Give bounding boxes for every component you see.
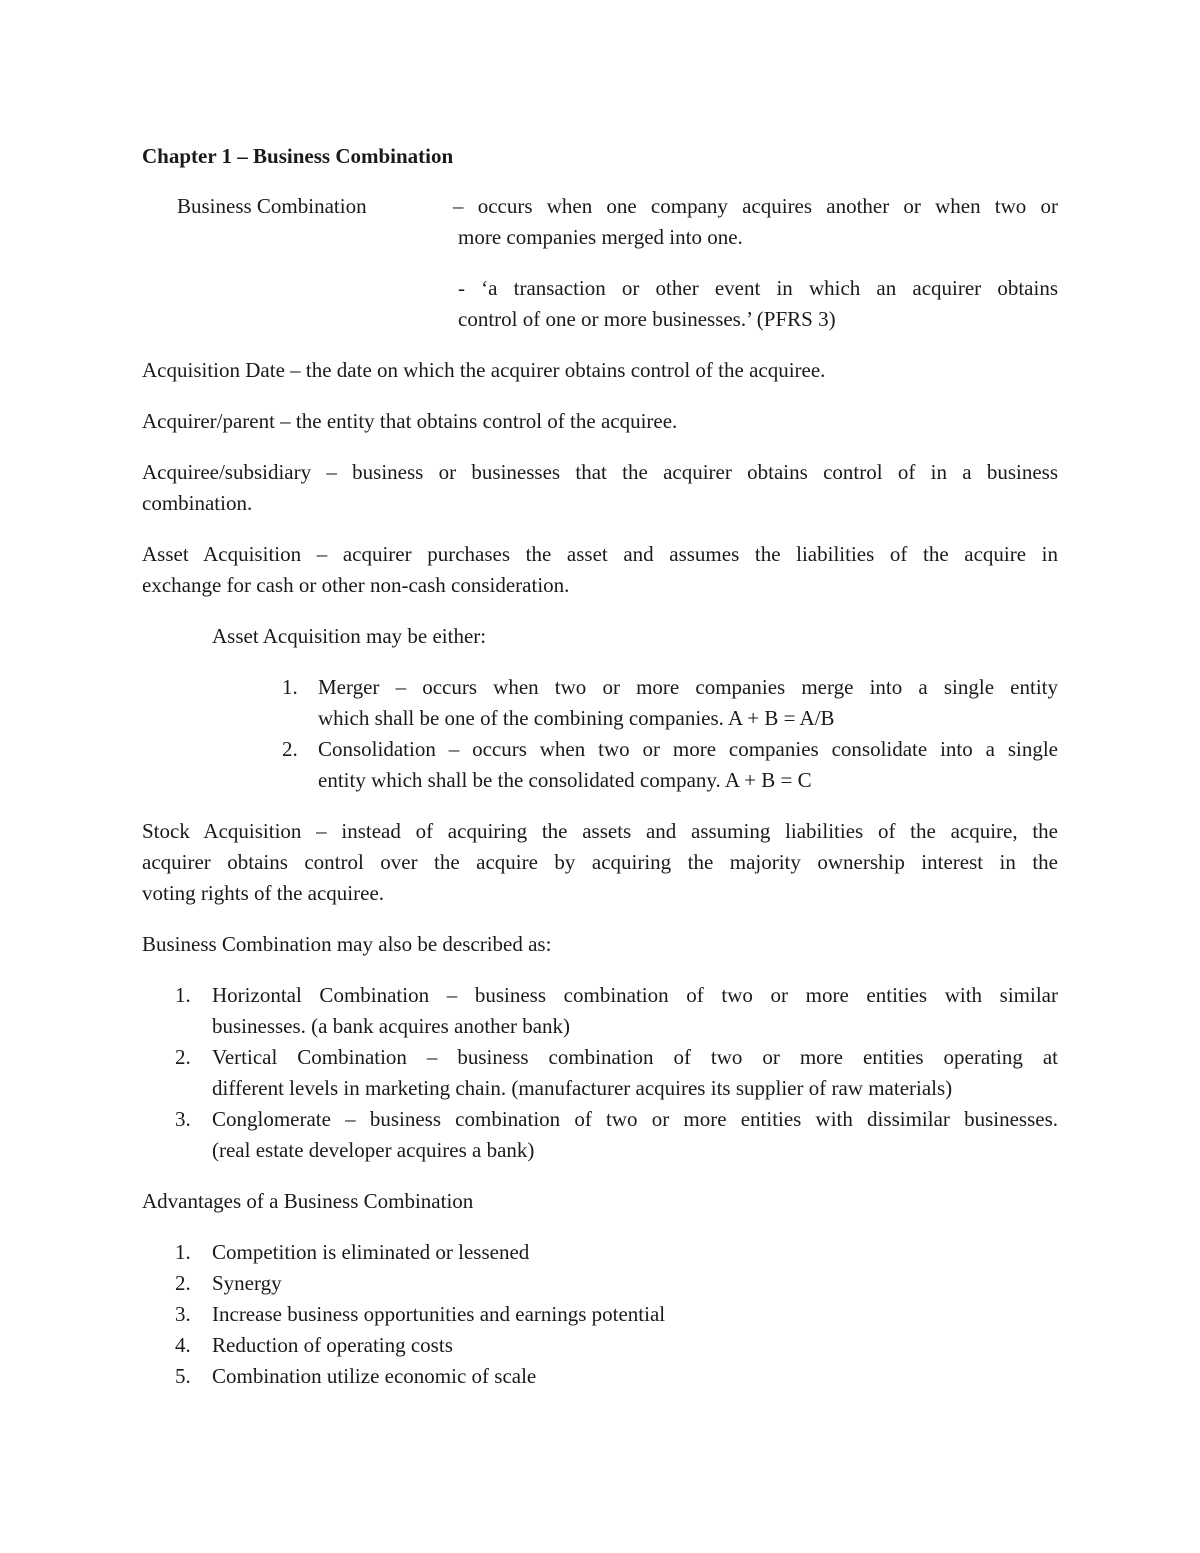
advantage-item: Competition is eliminated or lessened: [212, 1240, 530, 1264]
list-number: 1.: [175, 1240, 191, 1264]
definition-line: – occurs when one company acquires another or when two or: [453, 194, 1058, 218]
list-item-cont: entity which shall be the consolidated company. A + B = C: [318, 768, 812, 792]
list-item: Horizontal Combination – business combination of two or more entities with similar: [212, 983, 1058, 1007]
list-number: 1.: [282, 675, 298, 699]
acquirer-paragraph: Acquirer/parent – the entity that obtains control of the acquiree.: [142, 409, 678, 433]
list-item-cont: (real estate developer acquires a bank): [212, 1138, 535, 1162]
stock-acquisition-paragraph: Stock Acquisition – instead of acquiring the assets and assuming liabilities of the acquire, the: [142, 819, 1058, 843]
asset-acquisition-either: Asset Acquisition may be either:: [212, 624, 487, 648]
definition-line: control of one or more businesses.’ (PFRS 3): [458, 307, 836, 331]
list-number: 2.: [175, 1271, 191, 1295]
list-item-cont: businesses. (a bank acquires another bank): [212, 1014, 571, 1038]
list-item: Conglomerate – business combination of two or more entities with dissimilar businesses.: [212, 1107, 1058, 1131]
asset-acquisition-paragraph: Asset Acquisition – acquirer purchases the asset and assumes the liabilities of the acquire in: [142, 542, 1058, 566]
advantage-item: Synergy: [212, 1271, 282, 1295]
definition-line: - ‘a transaction or other event in which an acquirer obtains: [458, 276, 1058, 300]
list-item-cont: different levels in marketing chain. (manufacturer acquires its supplier of raw materials): [212, 1076, 953, 1100]
list-number: 2.: [175, 1045, 191, 1069]
advantages-heading: Advantages of a Business Combination: [142, 1189, 474, 1213]
acquiree-paragraph: Acquiree/subsidiary – business or businesses that the acquirer obtains control of in a business: [142, 460, 1058, 484]
list-number: 1.: [175, 983, 191, 1007]
list-item: Consolidation – occurs when two or more companies consolidate into a single: [318, 737, 1058, 761]
list-item: Merger – occurs when two or more companies merge into a single entity: [318, 675, 1058, 699]
acquiree-paragraph-cont: combination.: [142, 491, 253, 515]
list-number: 5.: [175, 1364, 191, 1388]
chapter-title: Chapter 1 – Business Combination: [142, 144, 454, 168]
list-item-cont: which shall be one of the combining companies. A + B = A/B: [318, 706, 835, 730]
stock-acquisition-paragraph-cont: acquirer obtains control over the acquire by acquiring the majority ownership interest in the: [142, 850, 1058, 874]
list-item: Vertical Combination – business combination of two or more entities operating at: [212, 1045, 1058, 1069]
definition-term: Business Combination: [177, 194, 367, 218]
described-as-heading: Business Combination may also be described as:: [142, 932, 552, 956]
definition-line: more companies merged into one.: [458, 225, 743, 249]
list-number: 3.: [175, 1302, 191, 1326]
advantage-item: Reduction of operating costs: [212, 1333, 453, 1357]
list-number: 3.: [175, 1107, 191, 1131]
advantage-item: Increase business opportunities and earnings potential: [212, 1302, 666, 1326]
advantage-item: Combination utilize economic of scale: [212, 1364, 537, 1388]
stock-acquisition-paragraph-end: voting rights of the acquiree.: [142, 881, 385, 905]
acquisition-date-paragraph: Acquisition Date – the date on which the acquirer obtains control of the acquiree.: [142, 358, 826, 382]
asset-acquisition-paragraph-cont: exchange for cash or other non-cash consideration.: [142, 573, 570, 597]
list-number: 4.: [175, 1333, 191, 1357]
list-number: 2.: [282, 737, 298, 761]
